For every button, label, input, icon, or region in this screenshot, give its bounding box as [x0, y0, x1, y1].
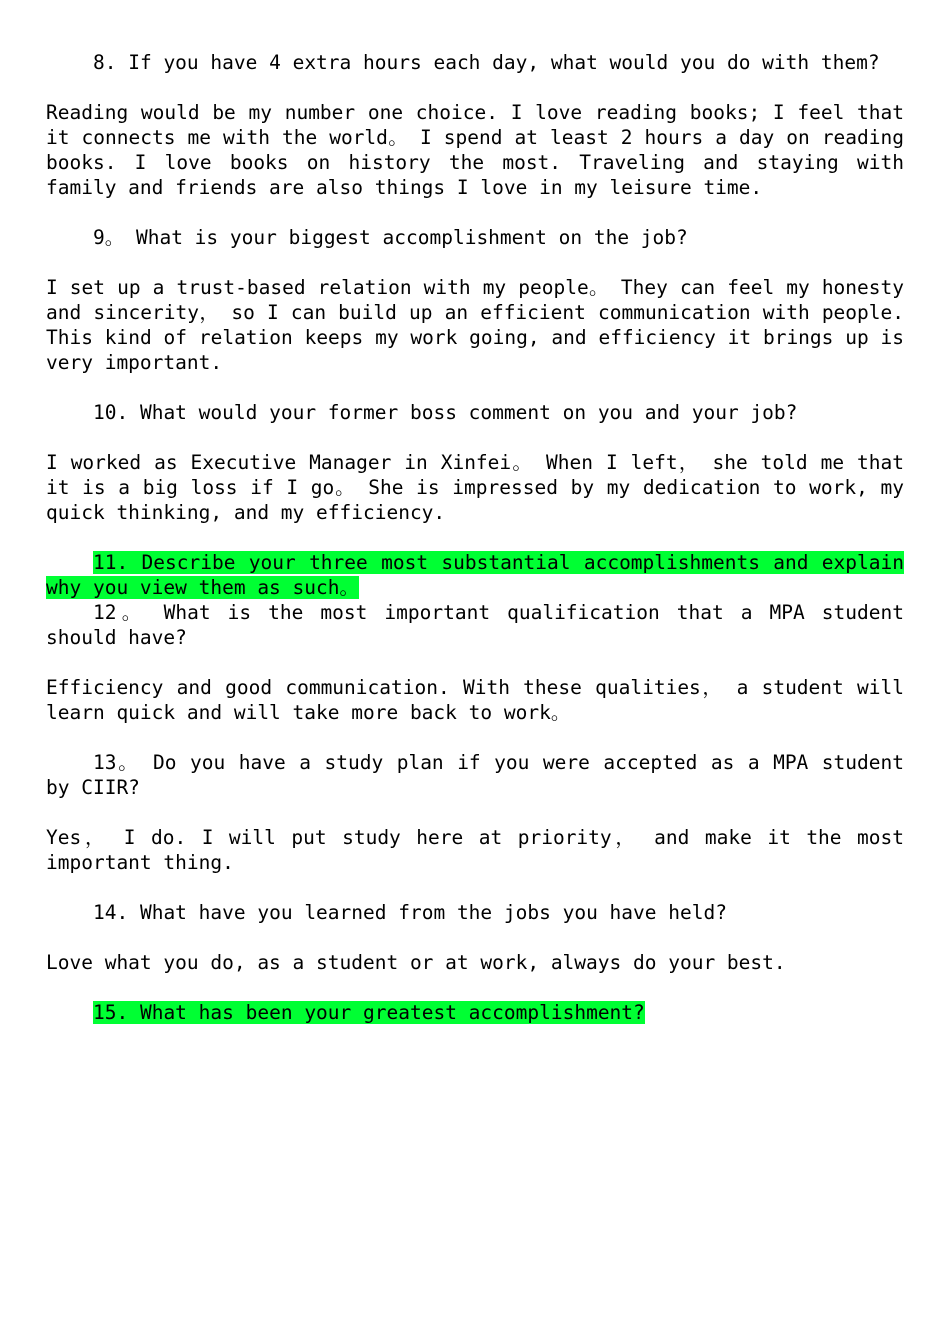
- answer-12: Efficiency and good communication. With these qualities， a student will learn quick and will take more back to work。: [46, 676, 904, 724]
- question-15: [46, 1000, 904, 1025]
- question-11-highlighted-text: 11. Describe your three most substantial accomplishments and explain why you view them as such。: [46, 551, 904, 599]
- question-9: [46, 225, 904, 250]
- question-14: [46, 900, 904, 925]
- question-14-text: 14. What have you learned from the jobs you have held?: [93, 901, 727, 924]
- question-10: [46, 400, 904, 425]
- question-8: [46, 50, 904, 75]
- question-9-text: 9。 What is your biggest accomplishment on the job?: [93, 226, 688, 249]
- question-11: [46, 550, 904, 600]
- answer-10: I worked as Executive Manager in Xinfei。 When I left， she told me that it is a big loss if I go。 She is impressed by my dedication to work, my quick thinking, and my efficiency.: [46, 451, 904, 524]
- question-13-text: 13。 Do you have a study plan if you were accepted as a MPA student by CIIR?: [46, 751, 904, 799]
- answer-14: Love what you do, as a student or at work, always do your best.: [46, 951, 786, 974]
- answer-9: I set up a trust-based relation with my people。 They can feel my honesty and sincerity， so I can build up an efficient communication with people. This kind of relation keeps my work going, and efficiency it brings up is very important.: [46, 276, 904, 374]
- question-8-text: 8. If you have 4 extra hours each day, what would you do with them?: [93, 51, 880, 74]
- question-10-text: 10. What would your former boss comment on you and your job?: [93, 401, 798, 424]
- question-12-text: 12。 What is the most important qualification that a MPA student should have?: [46, 601, 904, 649]
- question-15-highlighted-text: 15. What has been your greatest accomplishment?: [93, 1001, 645, 1024]
- document-page: [46, 50, 904, 1050]
- answer-8: Reading would be my number one choice. I love reading books; I feel that it connects me with the world。 I spend at least 2 hours a day on reading books. I love books on history the most. Traveling and staying with family and friends are also things I love in my leisure time.: [46, 101, 904, 199]
- question-13: [46, 750, 904, 800]
- question-12: [46, 600, 904, 650]
- answer-13: Yes， I do. I will put study here at priority， and make it the most important thing.: [46, 826, 904, 874]
